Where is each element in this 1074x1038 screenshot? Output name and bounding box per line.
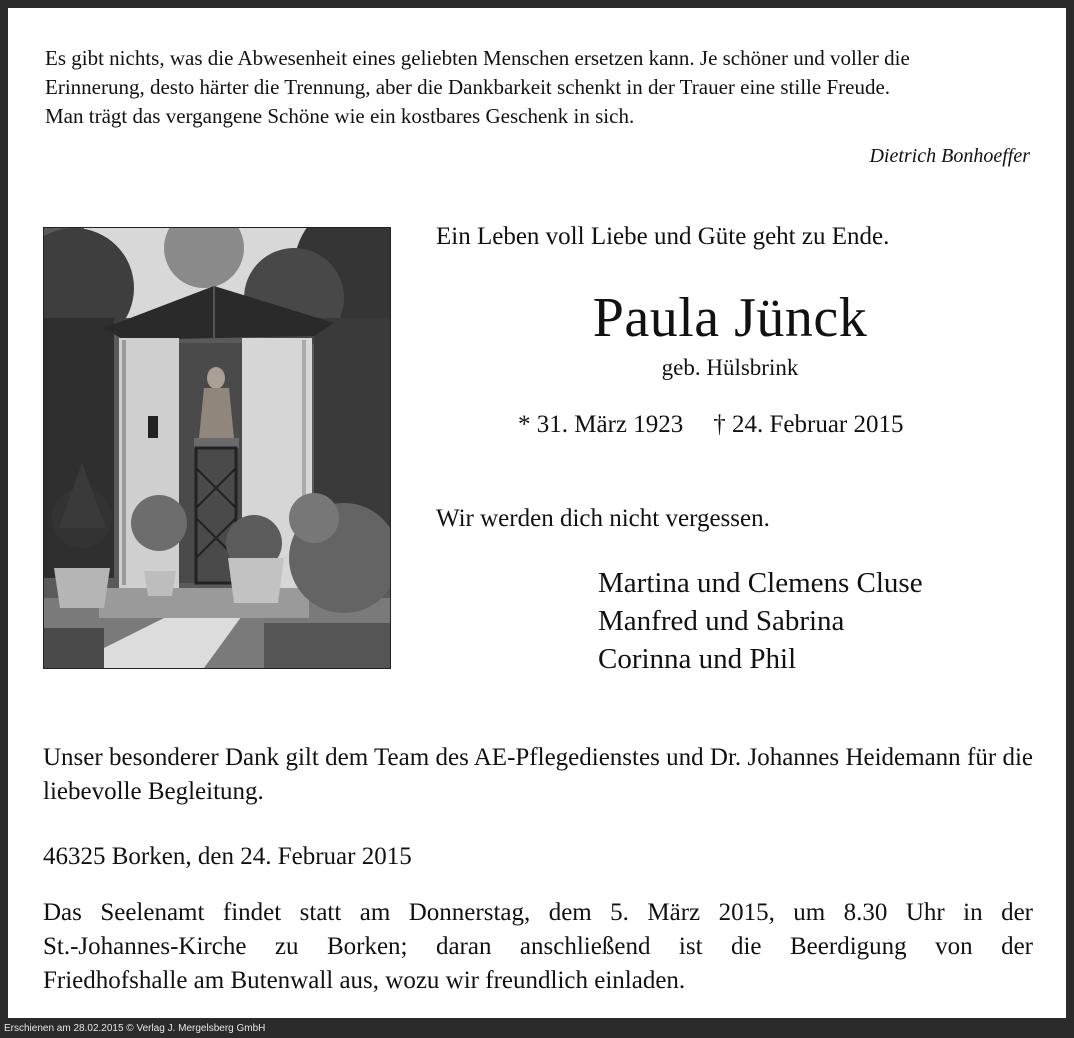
quote-author: Dietrich Bonhoeffer <box>869 145 1030 167</box>
intro-line: Ein Leben voll Liebe und Güte geht zu Ende. <box>436 223 890 250</box>
quote-line-1: Es gibt nichts, was die Abwesenheit eines geliebten Menschen ersetzen kann. Je schöner und voller die <box>45 46 910 70</box>
family-member-1: Martina und Clemens Cluse <box>598 567 923 599</box>
service-line-1: Das Seelenamt findet statt am Donnerstag, dem 5. März 2015, um 8.30 Uhr in der <box>43 899 1033 926</box>
quote-line-2: Erinnerung, desto härter die Trennung, aber die Dankbarkeit schenkt in der Trauer eine stille Freude. <box>45 75 891 99</box>
birth-name: geb. Hülsbrink <box>661 355 799 380</box>
birth-date: * 31. März 1923 <box>518 411 684 438</box>
service-line-2: St.-Johannes-Kirche zu Borken; daran anschließend ist die Beerdigung von der <box>43 933 1033 960</box>
life-dates <box>518 411 904 439</box>
quote-line-3: Man trägt das vergangene Schöne wie ein kostbares Geschenk in sich. <box>45 104 635 128</box>
family-list <box>598 564 923 678</box>
bonhoeffer-quote <box>45 44 1035 131</box>
publication-footer: Erschienen am 28.02.2015 © Verlag J. Mergelsberg GmbH <box>4 1023 266 1034</box>
shrine-illustration <box>44 228 390 668</box>
deceased-name: Paula Jünck <box>592 287 868 349</box>
wayside-shrine-photo <box>43 227 391 669</box>
family-member-2: Manfred und Sabrina <box>598 605 845 637</box>
thanks-paragraph: Unser besonderer Dank gilt dem Team des AE-Pflegedienstes und Dr. Johannes Heidemann für die liebevolle Begleitung. <box>43 744 1033 805</box>
death-date: † 24. Februar 2015 <box>713 411 904 438</box>
obituary-card <box>8 8 1066 1018</box>
family-member-3: Corinna und Phil <box>598 643 797 675</box>
place-date: 46325 Borken, den 24. Februar 2015 <box>43 843 412 870</box>
service-line-3: Friedhofshalle am Butenwall aus, wozu wir freundlich einladen. <box>43 967 686 994</box>
remembrance-line: Wir werden dich nicht vergessen. <box>436 505 770 532</box>
service-info <box>43 896 1033 998</box>
